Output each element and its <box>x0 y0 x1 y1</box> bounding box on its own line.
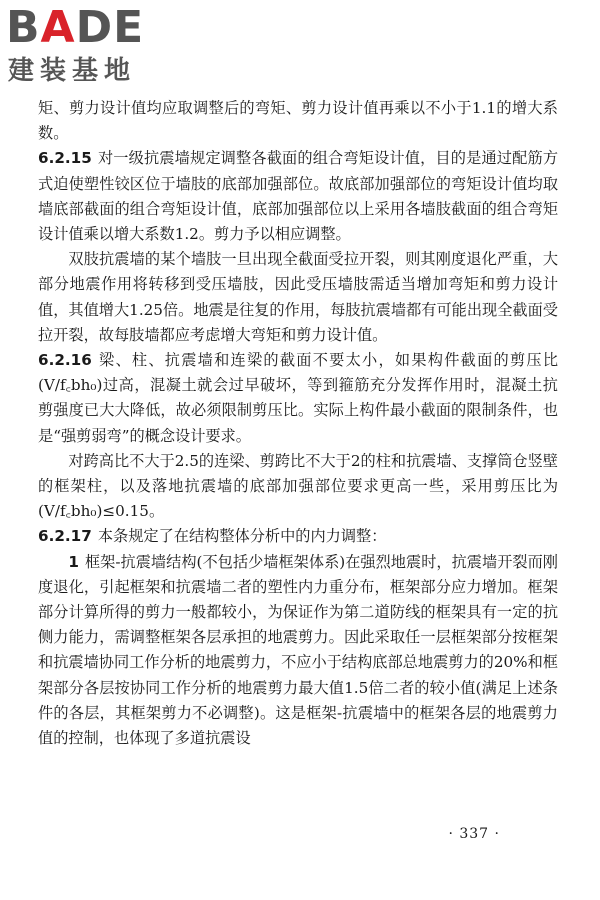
section-6-2-16 <box>38 348 558 449</box>
item-number: 1 <box>68 552 79 571</box>
item-text: 框架-抗震墙结构(不包括少墙框架体系)在强烈地震时，抗震墙开裂而刚度退化，引起框架和抗震墙二者的塑性内力重分布，框架部分应力增加。框架部分计算所得的剪力一般都较小，为保证作为第二道防线的框架具有一定的抗侧力能力，需调整框架各层承担的地震剪力。因此采取任一层框架部分按框架和抗震墙协同工作分析的地震剪力，不应小于结构底部总地震剪力的20%和框架部分各层按协同工作分析的地震剪力最大值1.5倍二者的较小值(满足上述条件的各层，其框架剪力不必调整)。这是框架-抗震墙中的框架各层的地震剪力值的控制，也体现了多道抗震设 <box>38 552 558 748</box>
section-text: 对一级抗震墙规定调整各截面的组合弯矩设计值，目的是通过配筋方式迫使塑性铰区位于墙肢的底部加强部位。故底部加强部位的弯矩设计值均取墙底部截面的组合弯矩设计值，底部加强部位以上采用各墙肢截面的组合弯矩设计值乘以增大系数1.2。剪力予以相应调整。 <box>38 149 558 244</box>
section-text: 梁、柱、抗震墙和连梁的截面不要太小，如果构件截面的剪压比(V/f꜀bh₀)过高，混凝土就会过早破坏，等到箍筋充分发挥作用时，混凝土抗剪强度已大大降低，故必须限制剪压比。实际上构件最小截面的限制条件，也是“强剪弱弯”的概念设计要求。 <box>38 351 558 445</box>
bade-logo <box>6 2 196 94</box>
paragraph-shear-ratio: 对跨高比不大于2.5的连梁、剪跨比不大于2的柱和抗震墙、支撑筒仓竖壁的框架柱，以及落地抗震墙的底部加强部位要求更高一些，采用剪压比为(V/f꜀bh₀)≤0.15。 <box>38 451 558 521</box>
paragraph-continued: 矩、剪力设计值均应取调整后的弯矩、剪力设计值再乘以不小于1.1的增大系数。 <box>38 99 558 143</box>
section-6-2-17 <box>38 524 558 549</box>
section-number: 6.2.15 <box>38 149 92 168</box>
logo-letter-b: B <box>6 2 41 53</box>
logo-letter-a: A <box>40 2 76 53</box>
section-6-2-15 <box>38 146 558 247</box>
paragraph-double-wall: 双肢抗震墙的某个墙肢一旦出现全截面受拉开裂，则其刚度退化严重，大部分地震作用将转移到受压墙肢，因此受压墙肢需适当增加弯矩和剪力设计值，其值增大1.25倍。地震是往复的作用，每肢抗震墙都有可能出现全截面受拉开裂，故每肢墙都应考虑增大弯矩和剪力设计值。 <box>38 250 558 344</box>
section-text: 本条规定了在结构整体分析中的内力调整： <box>97 527 387 546</box>
document-body <box>38 96 558 751</box>
logo-wordmark <box>6 2 144 54</box>
logo-letters-de: DE <box>75 2 145 53</box>
section-number: 6.2.17 <box>38 527 92 546</box>
list-item-1 <box>38 550 558 752</box>
logo-subtitle: 建装基地 <box>8 56 137 86</box>
page-number: · 337 · <box>448 826 500 842</box>
section-number: 6.2.16 <box>38 351 92 370</box>
